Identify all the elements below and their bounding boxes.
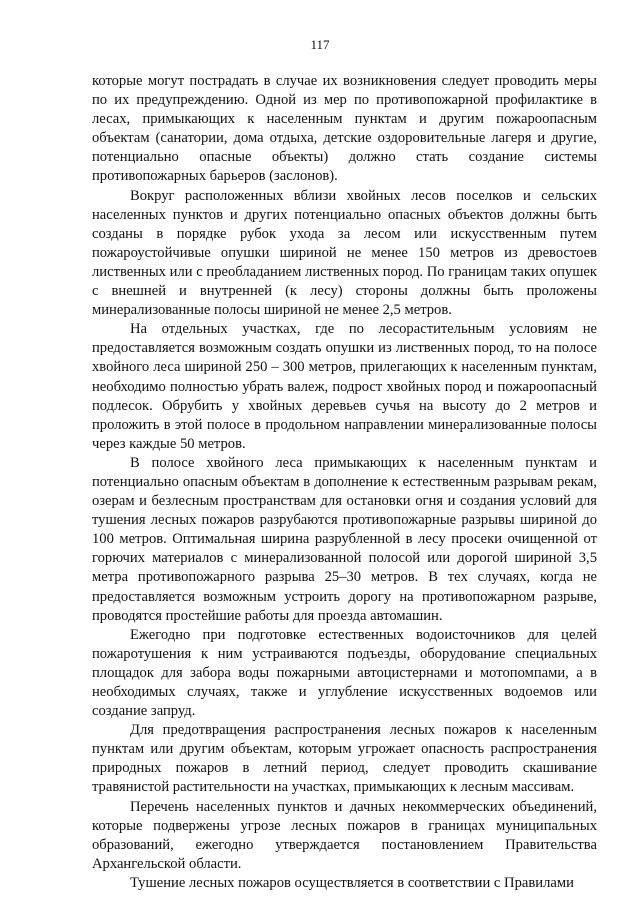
body-text [92, 72, 597, 893]
paragraph-2: Вокруг расположенных вблизи хвойных лесов поселков и сельских населенных пунктов и других потенциально опасных объектов должны быть созданы в порядке рубок ухода за лесом или искусственным путем пожароустойчивые опушки шириной не менее 150 метров из древостоев лиственных или с преобладанием лиственных пород. По границам таких опушек с внешней и внутренней (к лесу) стороны должны быть проложены минерализованные полосы шириной не менее 2,5 метров. [92, 187, 597, 319]
paragraph-1: которые могут пострадать в случае их возникновения следует проводить меры по их предупреждению. Одной из мер по противопожарной профилактике в лесах, примыкающих к населенным пунктам и другим пожароопасным объектам (санатории, дома отдыха, детские оздоровительные лагеря и другие, потенциально опасные объекты) должно стать создание системы противопожарных барьеров (заслонов). [92, 73, 597, 185]
paragraph-8: Тушение лесных пожаров осуществляется в соответствии с Правилами [130, 874, 574, 891]
paragraph-7: Перечень населенных пунктов и дачных некоммерческих объединений, которые подвержены угрозе лесных пожаров в границах муниципальных образований, ежегодно утверждается постановлением Правительства Архангельской области. [92, 798, 597, 872]
paragraph-4: В полосе хвойного леса примыкающих к населенным пунктам и потенциально опасным объектам в дополнение к естественным разрывам рекам, озерам и безлесным пространствам для остановки огня и создания условий для тушения лесных пожаров разрубаются противопожарные разрывы шириной до 100 метров. Оптимальная ширина разрубленной в лесу просеки очищенной от горючих материалов с минерализованной полосой или дорогой шириной 3,5 метра противопожарного разрыва 25–30 метров. В тех случаях, когда не предоставляется возможным устроить дорогу на противопожарном разрыве, проводятся простейшие работы для проезда автомашин. [92, 454, 597, 624]
paragraph-5: Ежегодно при подготовке естественных водоисточников для целей пожаротушения к ним устраиваются подъезды, оборудование специальных площадок для забора воды пожарными автоцистернами и мотопомпами, а в необходимых случаях, также и углубление искусственных водоемов или создание запруд. [92, 626, 597, 720]
page-number: 117 [310, 37, 330, 52]
paragraph-6: Для предотвращения распространения лесных пожаров к населенным пунктам или другим объектам, которым угрожает опасность распространения природных пожаров в летний период, следует проводить скашивание травянистой растительности на участках, примыкающих к лесным массивам. [92, 722, 597, 796]
paragraph-3: На отдельных участках, где по лесорастительным условиям не предоставляется возможным создать опушки из лиственных пород, то на полосе хвойного леса шириной 250 – 300 метров, прилегающих к населенным пунктам, необходимо полностью убрать валеж, подрост хвойных пород и пожароопасный подлесок. Обрубить у хвойных деревьев сучья на высоту до 2 метров и проложить в этой полосе в продольном направлении минерализованные полосы через каждые 50 метров. [92, 321, 597, 452]
